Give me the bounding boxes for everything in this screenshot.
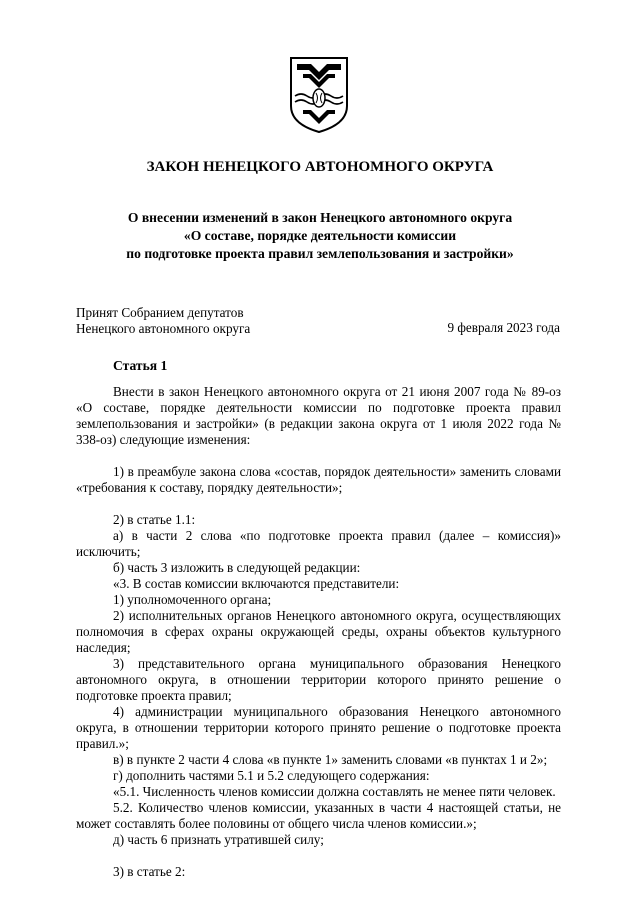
law-subtitle	[0, 209, 640, 263]
article-body	[76, 384, 561, 880]
coat-of-arms-emblem	[289, 56, 349, 134]
paragraph: 5.2. Количество членов комиссии, указанных в части 4 настоящей статьи, не может составлять более половины от общего числа членов комиссии.»;	[76, 800, 561, 831]
paragraph: г) дополнить частями 5.1 и 5.2 следующего содержания:	[113, 768, 430, 783]
subtitle-line: по подготовке проекта правил землепользования и застройки»	[126, 246, 514, 261]
paragraph: «3. В состав комиссии включаются представители:	[113, 576, 400, 591]
adoption-line: Принят Собранием депутатов	[76, 305, 244, 320]
paragraph: 3) представительного органа муниципального образования Ненецкого автономного округа, в отношении территории которого принято решение о подготовке проекта правил;	[76, 656, 561, 703]
paragraph: 2) в статье 1.1:	[113, 512, 196, 527]
paragraph: 4) администрации муниципального образования Ненецкого автономного округа, в отношении территории которого принято решение о подготовке проекта правил.»;	[76, 704, 561, 751]
paragraph: 1) в преамбуле закона слова «состав, порядок деятельности» заменить словами «требования к составу, порядку деятельности»;	[76, 464, 561, 495]
subtitle-line: «О составе, порядке деятельности комиссии	[183, 228, 457, 243]
paragraph: а) в части 2 слова «по подготовке проекта правил (далее – комиссия)» исключить;	[76, 528, 561, 559]
paragraph: д) часть 6 признать утратившей силу;	[113, 832, 324, 847]
paragraph: 2) исполнительных органов Ненецкого автономного округа, осуществляющих полномочия в сферах охраны окружающей среды, охраны объектов культурного наследия;	[76, 608, 561, 655]
paragraph: 1) уполномоченного органа;	[113, 592, 272, 607]
adoption-date: 9 февраля 2023 года	[447, 320, 560, 335]
adoption-info	[76, 305, 250, 336]
law-title: ЗАКОН НЕНЕЦКОГО АВТОНОМНОГО ОКРУГА	[146, 159, 494, 175]
article-heading: Статья 1	[113, 358, 168, 373]
paragraph: 3) в статье 2:	[113, 864, 186, 879]
adoption-line: Ненецкого автономного округа	[76, 320, 251, 336]
paragraph: «5.1. Численность членов комиссии должна составлять не менее пяти человек.	[113, 784, 556, 799]
paragraph: б) часть 3 изложить в следующей редакции:	[113, 560, 361, 575]
paragraph: в) в пункте 2 части 4 слова «в пункте 1» заменить словами «в пунктах 1 и 2»;	[113, 752, 548, 767]
subtitle-line: О внесении изменений в закон Ненецкого автономного округа	[127, 210, 513, 225]
paragraph: Внести в закон Ненецкого автономного округа от 21 июня 2007 года № 89-оз «О составе, порядке деятельности комиссии по подготовке проекта правил землепользования и застройки» (в редакции закона округа от 1 июля 2022 года № 338-оз) следующие изменения:	[76, 384, 561, 447]
